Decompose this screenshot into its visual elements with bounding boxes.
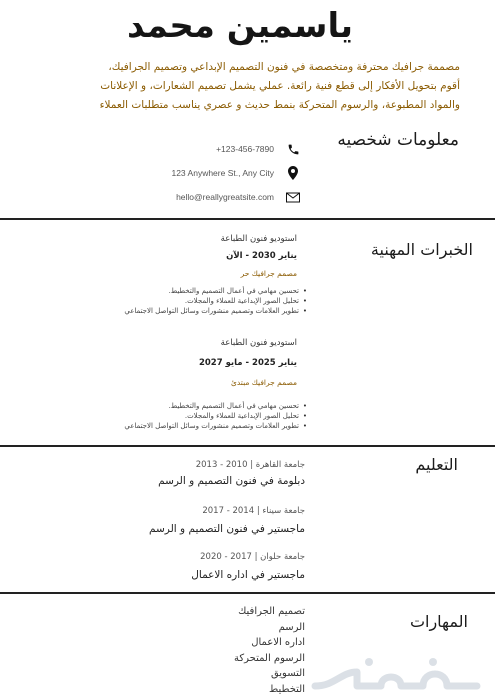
job-company: استوديو فنون الطباعة bbox=[220, 338, 297, 348]
job-date: يناير 2025 - مايو 2027 bbox=[198, 358, 297, 368]
section-divider bbox=[0, 218, 495, 220]
edu-school-line: جامعة حلوان | 2017 - 2020 bbox=[200, 552, 305, 562]
section-divider bbox=[0, 445, 495, 447]
phone-text: +123-456-7890 bbox=[216, 144, 274, 154]
contact-email bbox=[150, 189, 300, 205]
edu-degree: ماجستير في فنون التصميم و الرسم bbox=[149, 523, 305, 535]
skill-item: الرسم bbox=[278, 621, 305, 633]
summary-line: مصممة جرافيك محترفة ومتخصصة في فنون التصميم الإبداعي وتصميم الجرافيك، bbox=[108, 61, 460, 73]
watermark-logo bbox=[305, 650, 485, 698]
skill-item: التخطيط bbox=[268, 683, 305, 695]
skill-item: اداره الاعمال bbox=[251, 637, 305, 648]
edu-degree: دبلومة في فنون التصميم و الرسم bbox=[158, 475, 305, 487]
job-role: مصمم جرافيك مبتدئ bbox=[231, 378, 297, 387]
skills-list bbox=[234, 604, 305, 697]
section-title-skills: المهارات bbox=[409, 612, 468, 631]
job-bullets bbox=[124, 286, 307, 316]
summary-line: أقوم بتحويل الأفكار إلى قطع فنية رائعة. عملي يشمل تصميم الشعارات، و الإعلانات bbox=[100, 80, 460, 92]
edu-school-line: جامعة القاهرة | 2010 - 2013 bbox=[195, 460, 305, 470]
email-text: hello@reallygreatsite.com bbox=[176, 192, 274, 202]
location-pin-icon bbox=[286, 166, 300, 180]
list-item: • تحسين مهامي في أعمال التصميم والتخطيط. bbox=[124, 401, 307, 411]
address-text: 123 Anywhere St., Any City bbox=[171, 168, 274, 178]
candidate-name: ياسمين محمد bbox=[126, 6, 354, 46]
job-role: مصمم جرافيك حر bbox=[240, 269, 297, 278]
skill-item: التسويق bbox=[270, 668, 305, 679]
job-date: يناير 2030 - الآن bbox=[226, 251, 297, 261]
list-item: • تحسين مهامي في أعمال التصميم والتخطيط. bbox=[124, 286, 307, 296]
list-item: • تطوير العلامات وتصميم منشورات وسائل التواصل الاجتماعي bbox=[124, 306, 307, 316]
envelope-icon bbox=[286, 190, 300, 204]
section-title-experience: الخبرات المهنية bbox=[370, 240, 473, 259]
job-bullets bbox=[124, 401, 307, 431]
job-company: استوديو فنون الطباعة bbox=[220, 234, 297, 244]
section-title-personal-info: معلومات شخصيه bbox=[337, 130, 459, 150]
list-item: • تحليل الصور الإبداعية للعملاء والمجلات. bbox=[124, 411, 307, 421]
skill-item: الرسوم المتحركة bbox=[234, 652, 305, 664]
list-item: • تحليل الصور الإبداعية للعملاء والمجلات. bbox=[124, 296, 307, 306]
summary-line: والمواد المطبوعة، والرسوم المتحركة بنمط حديث و عصري يناسب متطلبات العملاء bbox=[99, 99, 460, 111]
profile-summary bbox=[40, 58, 460, 115]
phone-icon bbox=[286, 142, 300, 156]
skill-item: تصميم الجرافيك bbox=[238, 606, 305, 617]
edu-degree: ماجستير في اداره الاعمال bbox=[191, 569, 305, 581]
contact-address bbox=[150, 165, 300, 181]
contact-phone bbox=[150, 141, 300, 157]
list-item: • تطوير العلامات وتصميم منشورات وسائل التواصل الاجتماعي bbox=[124, 421, 307, 431]
edu-school-line: جامعة سيناء | 2014 - 2017 bbox=[202, 506, 305, 516]
section-divider bbox=[0, 592, 495, 594]
section-title-education: التعليم bbox=[415, 455, 458, 474]
